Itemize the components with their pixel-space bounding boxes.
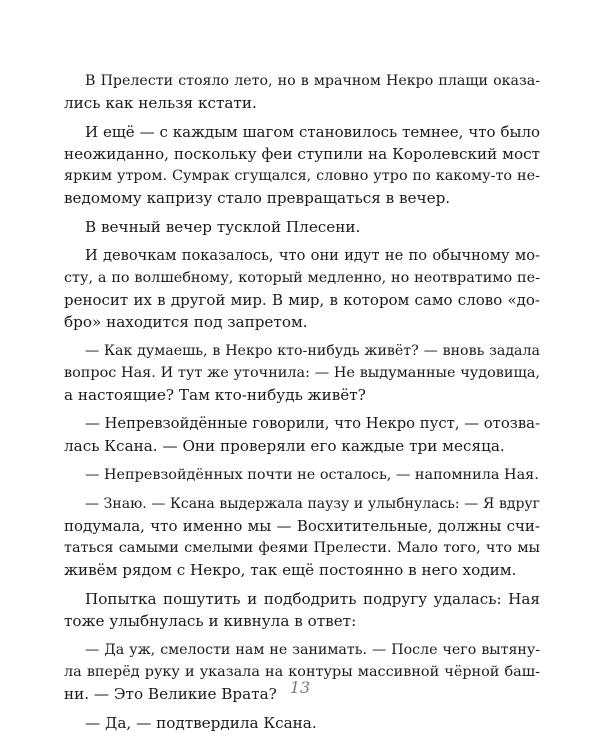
text-line: — Непревзойдённых почти не осталось, — напомнила Ная. [85, 467, 539, 483]
paragraph [64, 712, 540, 734]
text-line: неожиданно, поскольку феи ступили на Королевский мост [64, 145, 540, 163]
text-line: И ещё — с каждым шагом становилось темнее, что было [85, 123, 540, 141]
text-line: — Непревзойдённые говорили, что Некро пуст, — отозва- [85, 415, 540, 432]
text-line: лись как нельзя кстати. [64, 94, 257, 112]
text-line: тоже улыбнулась и кивнула в ответ: [64, 612, 357, 630]
text-line: В Прелести стояло лето, но в мрачном Некро плащи оказа- [85, 73, 540, 89]
text-line: И девочкам показалось, что они идут не по обычному мо- [85, 247, 540, 264]
text-line: — Знаю. — Ксана выдержала паузу и улыбнулась: — Я вдруг [85, 496, 540, 512]
text-line: — Да уж, смелости нам не занимать. — После чего вытяну- [85, 642, 540, 658]
text-line: вопрос Ная. И тут же уточнила: — Не выдуманные чудовища, [64, 365, 540, 381]
text-line: Попытка пошутить и подбодрить подругу удалась: Ная [85, 590, 540, 608]
text-line: ла вперёд руку и указала на контуры массивной чёрной баш- [64, 664, 540, 680]
text-line: ярким утром. Сумрак сгущался, словно утро по какому-то не- [64, 168, 540, 184]
paragraph [64, 493, 540, 581]
text-line: ведомому капризу стало превращаться в вечер. [64, 189, 451, 207]
text-line: сту, а по волшебному, который медленно, но неотвратимо пе- [64, 270, 540, 286]
paragraph [64, 245, 540, 333]
text-line: реносит их в другой мир. В мир, в котором само слово «до- [64, 291, 540, 309]
paragraph [64, 464, 540, 486]
paragraph [64, 216, 540, 238]
paragraph [64, 70, 540, 114]
text-line: — Как думаешь, в Некро кто-нибудь живёт? — вновь задала [85, 343, 540, 359]
paragraph [64, 413, 540, 457]
paragraph [64, 121, 540, 209]
text-line: таться самыми смелыми феями Прелести. Мало того, что мы [64, 540, 540, 556]
paragraph [64, 588, 540, 632]
text-line: подумала, что именно мы — Восхитительные, должны счи- [64, 517, 540, 535]
text-line: — Да, — подтвердила Ксана. [85, 714, 317, 732]
text-line: живём рядом с Некро, так ещё постоянно в него ходим. [64, 561, 517, 579]
text-line: лась Ксана. — Они проверяли его каждые три месяца. [64, 437, 505, 455]
text-line: В вечный вечер тусклой Плесени. [85, 218, 361, 236]
page-body [64, 70, 540, 734]
text-line: а настоящие? Там кто-нибудь живёт? [64, 386, 366, 404]
text-line: бро» находится под запретом. [64, 313, 308, 331]
page-number: 13 [289, 678, 311, 697]
paragraph [64, 340, 540, 406]
text-line: ни. — Это Великие Врата? [64, 685, 277, 703]
